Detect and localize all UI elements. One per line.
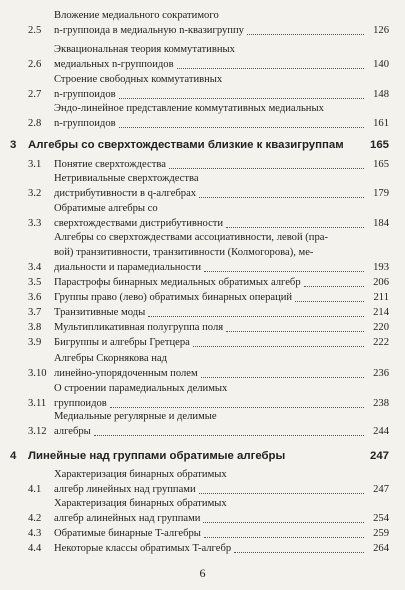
toc-entry bbox=[28, 496, 389, 526]
entry-title-line: Эквациональная теория коммутативных bbox=[54, 44, 235, 55]
entry-number: 3.7 bbox=[28, 307, 42, 318]
entry-page: 259 bbox=[373, 528, 389, 539]
chapter-title: Алгебры со сверхтождествами близкие к квазигруппам bbox=[28, 139, 344, 151]
entry-page: 148 bbox=[373, 89, 389, 100]
chapter-page: 165 bbox=[369, 139, 389, 151]
entry-number: 3.10 bbox=[28, 368, 47, 379]
entry-page: 140 bbox=[373, 59, 389, 70]
chapter-heading bbox=[10, 450, 389, 462]
entry-number: 3.2 bbox=[28, 188, 42, 199]
toc-entry bbox=[28, 335, 389, 350]
toc-entry bbox=[28, 201, 389, 231]
entry-title-line: Вложение медиального сократимого bbox=[54, 10, 219, 21]
entry-title-line: Эндо-линейное представление коммутативных медиальных bbox=[54, 103, 324, 114]
entry-title-line: линейно-упорядоченным полем bbox=[54, 368, 198, 379]
entry-number: 3.1 bbox=[28, 159, 42, 170]
entry-number: 3.11 bbox=[28, 398, 47, 409]
entry-title-line: алгебр линейных над группами bbox=[54, 484, 196, 495]
entry-number: 3.6 bbox=[28, 292, 42, 303]
entry-number: 4.4 bbox=[28, 543, 42, 554]
entry-title-line: n-группоидов bbox=[54, 89, 116, 100]
entry-number: 3.8 bbox=[28, 322, 42, 333]
entry-title-line: Обратимые бинарные T-алгебры bbox=[54, 528, 201, 539]
entry-title-line: Нетривиальные сверхтождества bbox=[54, 173, 199, 184]
toc-entry bbox=[28, 290, 389, 305]
toc-entry bbox=[28, 230, 389, 275]
toc-entry bbox=[28, 320, 389, 335]
entry-title-line: Бигруппы и алгебры Гретцера bbox=[54, 337, 190, 348]
toc-entry bbox=[28, 171, 389, 201]
chapter-title: Линейные над группами обратимые алгебры bbox=[28, 450, 286, 462]
entry-title-line: Понятие сверхтождества bbox=[54, 159, 166, 170]
entry-title-line: n-группоидов bbox=[54, 118, 116, 129]
entry-number: 4.3 bbox=[28, 528, 42, 539]
entry-title-line: Транзитивные моды bbox=[54, 307, 146, 318]
entry-page: 206 bbox=[373, 277, 389, 288]
toc-entry bbox=[28, 409, 389, 439]
entry-page: 238 bbox=[373, 398, 389, 409]
chapter-number: 4 bbox=[10, 450, 17, 462]
entry-title-line: Группы право (лево) обратимых бинарных операций bbox=[54, 292, 293, 303]
toc-entry bbox=[28, 275, 389, 290]
chapter-page: 247 bbox=[369, 450, 389, 462]
entry-title-line: алгебр алинейных над группами bbox=[54, 513, 201, 524]
toc-entry bbox=[28, 157, 389, 172]
entry-number: 3.4 bbox=[28, 262, 42, 273]
entry-title-line: Обратимые алгебры со bbox=[54, 203, 158, 214]
entry-title-line: группоидов bbox=[54, 398, 107, 409]
entry-page: 222 bbox=[373, 337, 389, 348]
chapter-heading bbox=[10, 139, 389, 151]
toc-entry bbox=[28, 72, 389, 102]
entry-number: 3.12 bbox=[28, 426, 47, 437]
entry-title-line: диальности и парамедиальности bbox=[54, 262, 202, 273]
toc-entry bbox=[28, 381, 389, 411]
entry-page: 161 bbox=[373, 118, 389, 129]
toc-entry bbox=[28, 42, 389, 72]
toc-entry bbox=[28, 351, 389, 381]
entry-number: 3.5 bbox=[28, 277, 42, 288]
entry-title-line: вой) транзитивности, транзитивности (Колмогорова), ме- bbox=[54, 247, 314, 258]
entry-number: 3.9 bbox=[28, 337, 42, 348]
entry-page: 247 bbox=[373, 484, 389, 495]
entry-page: 236 bbox=[373, 368, 389, 379]
entry-title-line: сверхтождествами дистрибутивности bbox=[54, 218, 224, 229]
entry-page: 254 bbox=[373, 513, 389, 524]
entry-page: 214 bbox=[373, 307, 389, 318]
entry-number: 3.3 bbox=[28, 218, 42, 229]
toc-entry bbox=[28, 305, 389, 320]
toc-entry bbox=[28, 467, 389, 497]
entry-number: 2.8 bbox=[28, 118, 42, 129]
entry-title-line: Мультипликативная полугруппа поля bbox=[54, 322, 224, 333]
entry-number: 2.7 bbox=[28, 89, 42, 100]
entry-page: 165 bbox=[373, 159, 389, 170]
entry-title-line: Характеризация бинарных обратимых bbox=[54, 498, 227, 509]
entry-title-line: Некоторые классы обратимых T-алгебр bbox=[54, 543, 232, 554]
entry-number: 2.6 bbox=[28, 59, 42, 70]
entry-title-line: дистрибутивности в q-алгебрах bbox=[54, 188, 197, 199]
chapter-number: 3 bbox=[10, 139, 17, 151]
entry-page: 244 bbox=[373, 426, 389, 437]
entry-page: 126 bbox=[373, 25, 389, 36]
entry-page: 220 bbox=[373, 322, 389, 333]
entry-title-line: Медиальные регулярные и делимые bbox=[54, 411, 217, 422]
entry-page: 193 bbox=[373, 262, 389, 273]
entry-title-line: медиальных n-группоидов bbox=[54, 59, 174, 70]
entry-title-line: О строении парамедиальных делимых bbox=[54, 383, 228, 394]
entry-page: 211 bbox=[373, 292, 389, 303]
entry-number: 4.1 bbox=[28, 484, 42, 495]
entry-title-line: Парастрофы бинарных медиальных обратимых алгебр bbox=[54, 277, 301, 288]
toc-entry bbox=[28, 101, 389, 131]
entry-title-line: n-группоида в медиальную n-квазигруппу bbox=[54, 25, 244, 36]
entry-title-line: Строение свободных коммутативных bbox=[54, 74, 223, 85]
entry-number: 4.2 bbox=[28, 513, 42, 524]
entry-title-line: алгебры bbox=[54, 426, 91, 437]
entry-page: 179 bbox=[373, 188, 389, 199]
entry-number: 2.5 bbox=[28, 25, 42, 36]
toc-entry bbox=[28, 8, 389, 38]
page-number: 6 bbox=[199, 566, 206, 580]
entry-page: 184 bbox=[373, 218, 389, 229]
toc-entry bbox=[28, 526, 389, 541]
entry-title-line: Характеризация бинарных обратимых bbox=[54, 469, 227, 480]
entry-page: 264 bbox=[373, 543, 389, 554]
toc-entry bbox=[28, 541, 389, 556]
entry-title-line: Алгебры со сверхтождествами ассоциативности, левой (пра- bbox=[54, 232, 328, 243]
entry-title-line: Алгебры Скорнякова над bbox=[54, 353, 167, 364]
